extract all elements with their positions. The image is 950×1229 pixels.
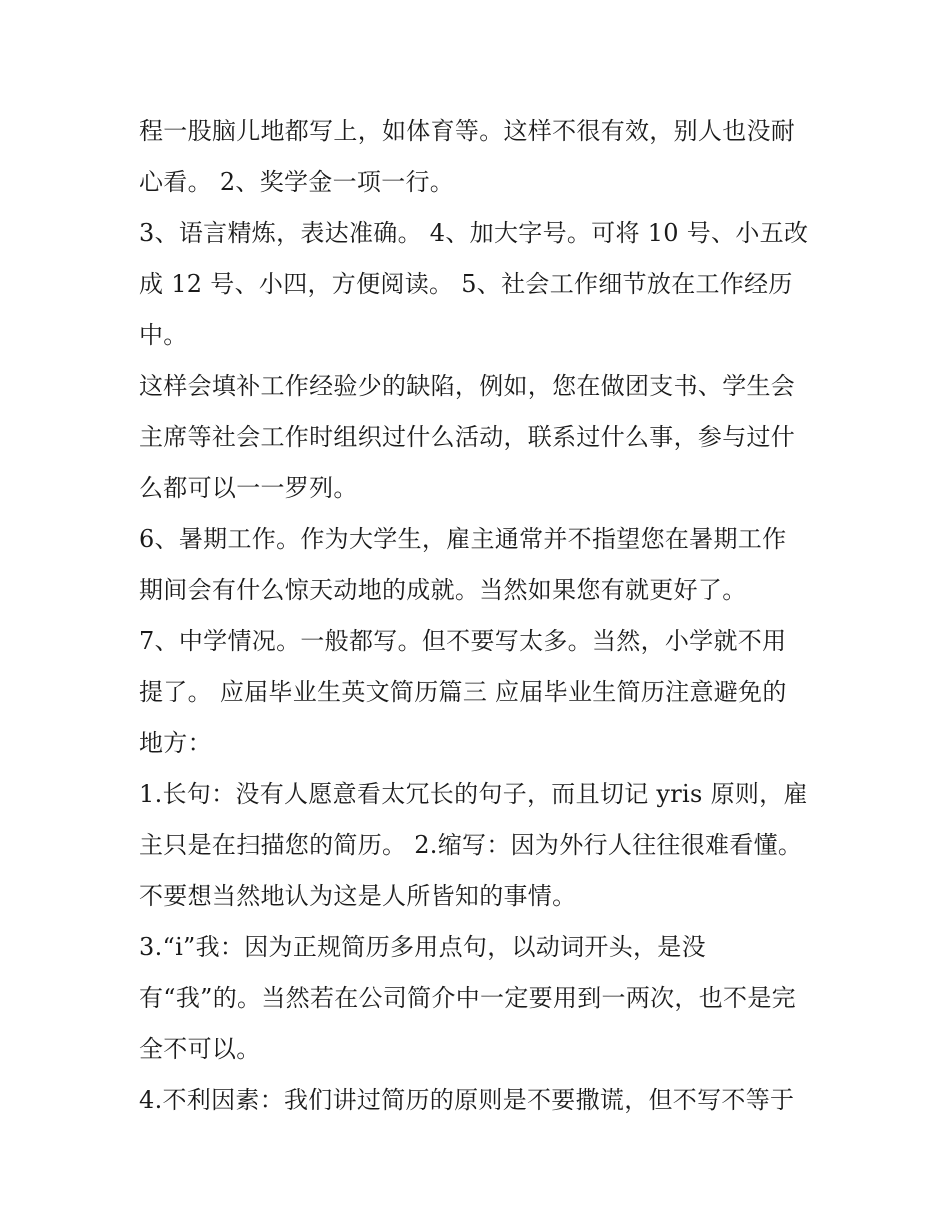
text-line: 1.长句：没有人愿意看太冗长的句子，而且切记 yris 原则，雇 (139, 780, 808, 808)
text-line: 主只是在扫描您的简历。 2.缩写：因为外行人往往很难看懂。 (139, 831, 803, 859)
text-line: 3.“i”我：因为正规简历多用点句，以动词开头，是没 (139, 933, 706, 961)
text-line: 6、暑期工作。作为大学生，雇主通常并不指望您在暑期工作 (139, 525, 787, 553)
text-line: 提了。 应届毕业生英文简历篇三 应届毕业生简历注意避免的 (139, 678, 787, 706)
text-line: 3、语言精炼，表达准确。 4、加大字号。可将 10 号、小五改 (139, 219, 809, 247)
text-line: 程一股脑儿地都写上，如体育等。这样不很有效，别人也没耐 (139, 117, 796, 145)
text-line: 成 12 号、小四，方便阅读。 5、社会工作细节放在工作经历 (139, 270, 793, 298)
text-line: 全不可以。 (139, 1035, 261, 1063)
text-line: 主席等社会工作时组织过什么活动，联系过什么事，参与过什 (139, 423, 796, 451)
text-line: 不要想当然地认为这是人所皆知的事情。 (139, 882, 577, 910)
text-line: 中。 (139, 321, 188, 349)
text-line: 期间会有什么惊天动地的成就。当然如果您有就更好了。 (139, 576, 747, 604)
text-line: 心看。 2、奖学金一项一行。 (139, 168, 455, 196)
text-line: 4.不利因素：我们讲过简历的原则是不要撒谎，但不写不等于 (139, 1086, 795, 1114)
text-line: 7、中学情况。一般都写。但不要写太多。当然，小学就不用 (139, 627, 787, 655)
text-line: 么都可以一一罗列。 (139, 474, 358, 502)
text-line: 这样会填补工作经验少的缺陷，例如，您在做团支书、学生会 (139, 372, 796, 400)
text-line: 地方： (139, 729, 212, 757)
text-line: 有“我”的。当然若在公司简介中一定要用到一两次，也不是完 (139, 984, 796, 1012)
document-body (139, 106, 819, 1126)
